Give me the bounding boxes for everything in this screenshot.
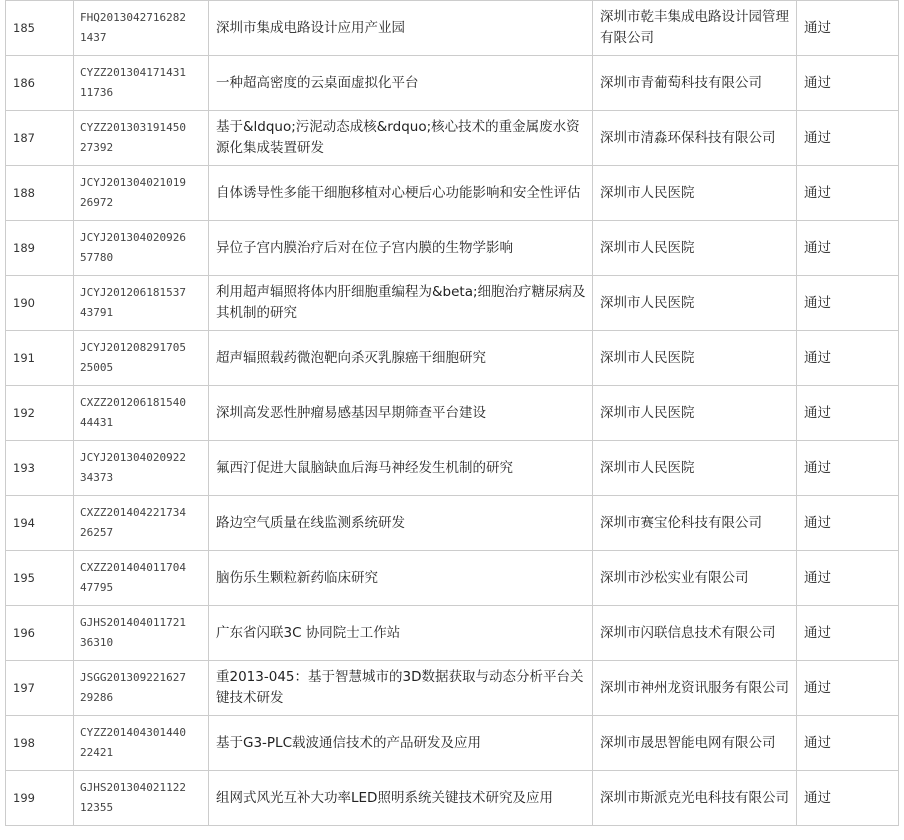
- row-number: 194: [6, 496, 74, 551]
- project-code-line: JSGG201309221627: [80, 671, 186, 684]
- company-name: 深圳市人民医院: [593, 276, 797, 331]
- review-result: 通过: [797, 166, 899, 221]
- row-number: 185: [6, 1, 74, 56]
- row-number: 191: [6, 331, 74, 386]
- project-code: [74, 56, 209, 111]
- project-code-line: CXZZ201206181540: [80, 396, 186, 409]
- project-name: 深圳高发恶性肿瘤易感基因早期筛查平台建设: [209, 386, 593, 441]
- project-code: [74, 716, 209, 771]
- project-code-line: 43791: [80, 306, 114, 319]
- project-code-line: GJHS201404011721: [80, 616, 186, 629]
- row-number: 197: [6, 661, 74, 716]
- project-code: [74, 771, 209, 826]
- project-code-line: JCYJ201304020926: [80, 231, 186, 244]
- review-result: 通过: [797, 496, 899, 551]
- table-body: [6, 1, 899, 826]
- project-name: 自体诱导性多能干细胞移植对心梗后心功能影响和安全性评估: [209, 166, 593, 221]
- project-code-line: 22421: [80, 746, 114, 759]
- project-name: 路边空气质量在线监测系统研发: [209, 496, 593, 551]
- project-name: 基于G3-PLC载波通信技术的产品研发及应用: [209, 716, 593, 771]
- review-result: 通过: [797, 386, 899, 441]
- company-name: 深圳市人民医院: [593, 441, 797, 496]
- project-code-line: 11736: [80, 86, 114, 99]
- project-code: [74, 496, 209, 551]
- project-code-line: 34373: [80, 471, 114, 484]
- project-code-line: 36310: [80, 636, 114, 649]
- table-row: [6, 111, 899, 166]
- project-code-line: CYZZ201303191450: [80, 121, 186, 134]
- table-row: [6, 166, 899, 221]
- table-row: [6, 221, 899, 276]
- table-row: [6, 1, 899, 56]
- project-code-line: 57780: [80, 251, 114, 264]
- table-row: [6, 496, 899, 551]
- project-name: 基于&ldquo;污泥动态成核&rdquo;核心技术的重金属废水资源化集成装置研发: [209, 111, 593, 166]
- review-result: 通过: [797, 56, 899, 111]
- project-name: 广东省闪联3C 协同院士工作站: [209, 606, 593, 661]
- company-name: 深圳市赛宝伦科技有限公司: [593, 496, 797, 551]
- project-name: 一种超高密度的云桌面虚拟化平台: [209, 56, 593, 111]
- project-code-line: CXZZ201404011704: [80, 561, 186, 574]
- row-number: 196: [6, 606, 74, 661]
- company-name: 深圳市人民医院: [593, 166, 797, 221]
- table-row: [6, 551, 899, 606]
- project-name: 组网式风光互补大功率LED照明系统关键技术研究及应用: [209, 771, 593, 826]
- company-name: 深圳市人民医院: [593, 331, 797, 386]
- project-code: [74, 551, 209, 606]
- company-name: 深圳市乾丰集成电路设计园管理有限公司: [593, 1, 797, 56]
- table-row: [6, 276, 899, 331]
- project-code: [74, 111, 209, 166]
- row-number: 188: [6, 166, 74, 221]
- project-code: [74, 1, 209, 56]
- project-code-line: 27392: [80, 141, 114, 154]
- project-code-line: 26257: [80, 526, 114, 539]
- project-code-line: 25005: [80, 361, 114, 374]
- project-code-line: 29286: [80, 691, 114, 704]
- row-number: 192: [6, 386, 74, 441]
- project-code: [74, 441, 209, 496]
- row-number: 195: [6, 551, 74, 606]
- project-code: [74, 331, 209, 386]
- company-name: 深圳市人民医院: [593, 221, 797, 276]
- project-code-line: 1437: [80, 31, 107, 44]
- project-code: [74, 606, 209, 661]
- project-code-line: FHQ2013042716282: [80, 11, 186, 24]
- table-row: [6, 441, 899, 496]
- row-number: 187: [6, 111, 74, 166]
- project-code-line: JCYJ201304020922: [80, 451, 186, 464]
- company-name: 深圳市青葡萄科技有限公司: [593, 56, 797, 111]
- review-result: 通过: [797, 551, 899, 606]
- review-result: 通过: [797, 111, 899, 166]
- project-code: [74, 221, 209, 276]
- project-name: 重2013-045：基于智慧城市的3D数据获取与动态分析平台关键技术研发: [209, 661, 593, 716]
- review-result: 通过: [797, 771, 899, 826]
- review-result: 通过: [797, 441, 899, 496]
- project-code-line: JCYJ201304021019: [80, 176, 186, 189]
- project-name: 异位子宫内膜治疗后对在位子宫内膜的生物学影响: [209, 221, 593, 276]
- project-code-line: 44431: [80, 416, 114, 429]
- project-code-line: 47795: [80, 581, 114, 594]
- row-number: 193: [6, 441, 74, 496]
- table-row: [6, 771, 899, 826]
- table-row: [6, 661, 899, 716]
- table-row: [6, 331, 899, 386]
- table-row: [6, 606, 899, 661]
- company-name: 深圳市神州龙资讯服务有限公司: [593, 661, 797, 716]
- row-number: 189: [6, 221, 74, 276]
- review-result: 通过: [797, 1, 899, 56]
- table-row: [6, 56, 899, 111]
- company-name: 深圳市清淼环保科技有限公司: [593, 111, 797, 166]
- review-result: 通过: [797, 331, 899, 386]
- project-code: [74, 166, 209, 221]
- table-row: [6, 716, 899, 771]
- review-result: 通过: [797, 276, 899, 331]
- company-name: 深圳市斯派克光电科技有限公司: [593, 771, 797, 826]
- company-name: 深圳市闪联信息技术有限公司: [593, 606, 797, 661]
- project-code-line: JCYJ201206181537: [80, 286, 186, 299]
- review-result: 通过: [797, 661, 899, 716]
- row-number: 190: [6, 276, 74, 331]
- project-code: [74, 276, 209, 331]
- row-number: 186: [6, 56, 74, 111]
- project-name: 利用超声辐照将体内肝细胞重编程为&beta;细胞治疗糖尿病及其机制的研究: [209, 276, 593, 331]
- project-code-line: 26972: [80, 196, 114, 209]
- company-name: 深圳市人民医院: [593, 386, 797, 441]
- project-code-line: CXZZ201404221734: [80, 506, 186, 519]
- row-number: 198: [6, 716, 74, 771]
- project-code-line: JCYJ201208291705: [80, 341, 186, 354]
- project-code-line: CYZZ201304171431: [80, 66, 186, 79]
- project-name: 脑伤乐生颗粒新药临床研究: [209, 551, 593, 606]
- project-name: 氟西汀促进大鼠脑缺血后海马神经发生机制的研究: [209, 441, 593, 496]
- project-results-table: [5, 0, 899, 826]
- project-code-line: 12355: [80, 801, 114, 814]
- project-name: 超声辐照载药微泡靶向杀灭乳腺癌干细胞研究: [209, 331, 593, 386]
- row-number: 199: [6, 771, 74, 826]
- project-name: 深圳市集成电路设计应用产业园: [209, 1, 593, 56]
- review-result: 通过: [797, 716, 899, 771]
- project-code: [74, 386, 209, 441]
- project-code-line: CYZZ201404301440: [80, 726, 186, 739]
- review-result: 通过: [797, 221, 899, 276]
- project-code-line: GJHS201304021122: [80, 781, 186, 794]
- review-result: 通过: [797, 606, 899, 661]
- company-name: 深圳市晟思智能电网有限公司: [593, 716, 797, 771]
- project-code: [74, 661, 209, 716]
- table-row: [6, 386, 899, 441]
- company-name: 深圳市沙松实业有限公司: [593, 551, 797, 606]
